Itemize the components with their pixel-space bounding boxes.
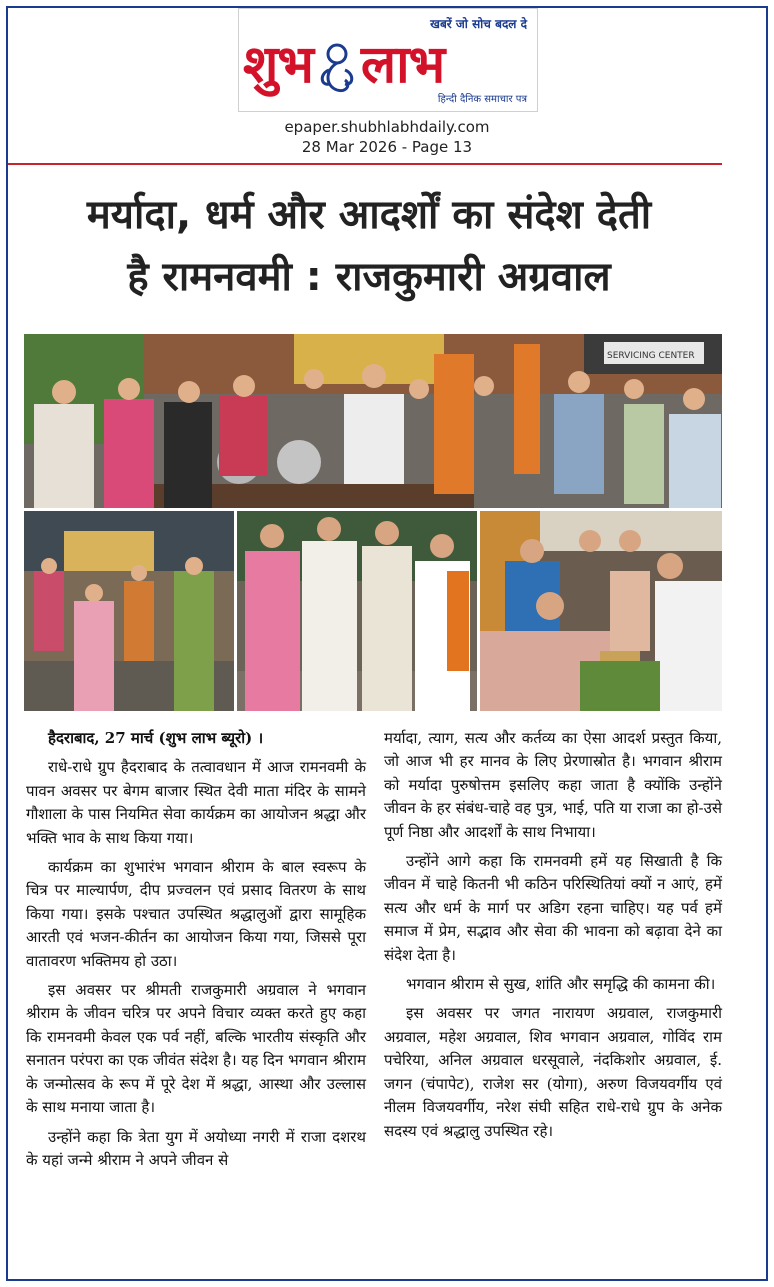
article-paragraph: भगवान श्रीराम से सुख, शांति और समृद्धि की कामना की। (406, 975, 716, 994)
article-headline (14, 184, 724, 308)
edition-url[interactable]: epaper.shubhlabhdaily.com (284, 118, 490, 136)
article-column-right (384, 727, 722, 1149)
headline-line-1: मर्यादा, धर्म और आदर्शों का संदेश देती (86, 192, 652, 238)
article-paragraph (26, 727, 366, 750)
ganesha-icon (315, 40, 359, 96)
masthead-tagline: खबरें जो सोच बदल दे (430, 17, 527, 31)
brand-wordmark (243, 27, 444, 98)
article-paragraph: राधे-राधे ग्रुप हैदराबाद के तत्वावधान में आज रामनवमी के पावन अवसर पर बेगम बाजार स्थित देवी माता मंदिर के सामने गौशाला के पास नियमित सेवा कार्यक्रम का आयोजन श्रद्धा और भक्ति भाव के साथ किया गया। (26, 758, 366, 847)
event-photo-left (24, 511, 234, 711)
event-photo-middle (237, 511, 477, 711)
brand-right: लाभ (360, 35, 445, 95)
article-column-left (26, 727, 366, 1178)
article-paragraph: उन्होंने कहा कि त्रेता युग में अयोध्या नगरी में राजा दशरथ के यहां जन्मे श्रीराम ने अपने जीवन से (26, 1127, 366, 1169)
edition-date-page: 28 Mar 2026 - Page 13 (301, 138, 473, 156)
brand-left: शुभ (243, 35, 313, 95)
article-paragraph: इस अवसर पर जगत नारायण अग्रवाल, राजकुमारी अग्रवाल, महेश अग्रवाल, शिव भगवान अग्रवाल, गोविंद राम पचेरिया, अनिल अग्रवाल धरसूवाले, नंदकिशोर अग्रवाल, ई. जगन (चंपापेट), राजेश सर (योगा), अरुण विजयवर्गीय एवं नीलम विजयवर्गीय, नरेश संघी सहित राधे-राधे ग्रुप के अनेक सदस्य एवं श्रद्धालु उपस्थित रहे। (384, 1004, 722, 1140)
masthead-subtagline: हिन्दी दैनिक समाचार पत्र (437, 94, 527, 105)
main-event-photo (24, 334, 722, 508)
masthead-logo[interactable] (238, 8, 538, 112)
headline-line-2: है रामनवमी : राजकुमारी अग्रवाल (127, 254, 611, 300)
banner-text: SERVICING CENTER (607, 351, 695, 361)
article-paragraph: कार्यक्रम का शुभारंभ भगवान श्रीराम के बाल स्वरूप के चित्र पर माल्यार्पण, दीप प्रज्वलन एवं प्रसाद वितरण के साथ किया गया। इसके पश्चात उपस्थित श्रद्धालुओं द्वारा सामूहिक आरती एवं भजन-कीर्तन का आयोजन किया गया, जिससे पूरा वातावरण भक्तिमय हो उठा। (26, 858, 366, 970)
article-paragraph: उन्होंने आगे कहा कि रामनवमी हमें यह सिखाती है कि जीवन में चाहे कितनी भी कठिन परिस्थितियां क्यों न आएं, हमें सत्य और धर्म के मार्ग पर अडिग रहना चाहिए। यह पर्व हमें समाज में प्रेम, सद्भाव और सेवा की भावना को बढ़ावा देने का संदेश देता है। (384, 852, 722, 964)
article-dateline: हैदराबाद, 27 मार्च (शुभ लाभ ब्यूरो) । (48, 729, 264, 747)
event-photo-right (480, 511, 722, 711)
article-paragraph: मर्यादा, त्याग, सत्य और कर्तव्य का ऐसा आदर्श प्रस्तुत किया, जो आज भी हर मानव के लिए प्रेरणास्रोत है। भगवान श्रीराम को मर्यादा पुरुषोत्तम इसलिए कहा जाता है क्योंकि उन्होंने जीवन के हर संबंध-चाहे वह पुत्र, भाई, पति या राजा का हो-उसे पूर्ण निष्ठा और आदर्शों के साथ निभाया। (384, 729, 722, 841)
article-paragraph: इस अवसर पर श्रीमती राजकुमारी अग्रवाल ने भगवान श्रीराम के जीवन चरित्र पर अपने विचार व्यक्त करते हुए कहा कि रामनवमी केवल एक पर्व नहीं, बल्कि भारतीय संस्कृति और सनातन परंपरा का एक जीवंत संदेश है। यह दिन भगवान श्रीराम के जन्मोत्सव के रूप में पूरे देश में श्रद्धा, आस्था और उल्लास के साथ मनाया जाता है। (26, 981, 366, 1117)
header-divider (8, 163, 722, 165)
